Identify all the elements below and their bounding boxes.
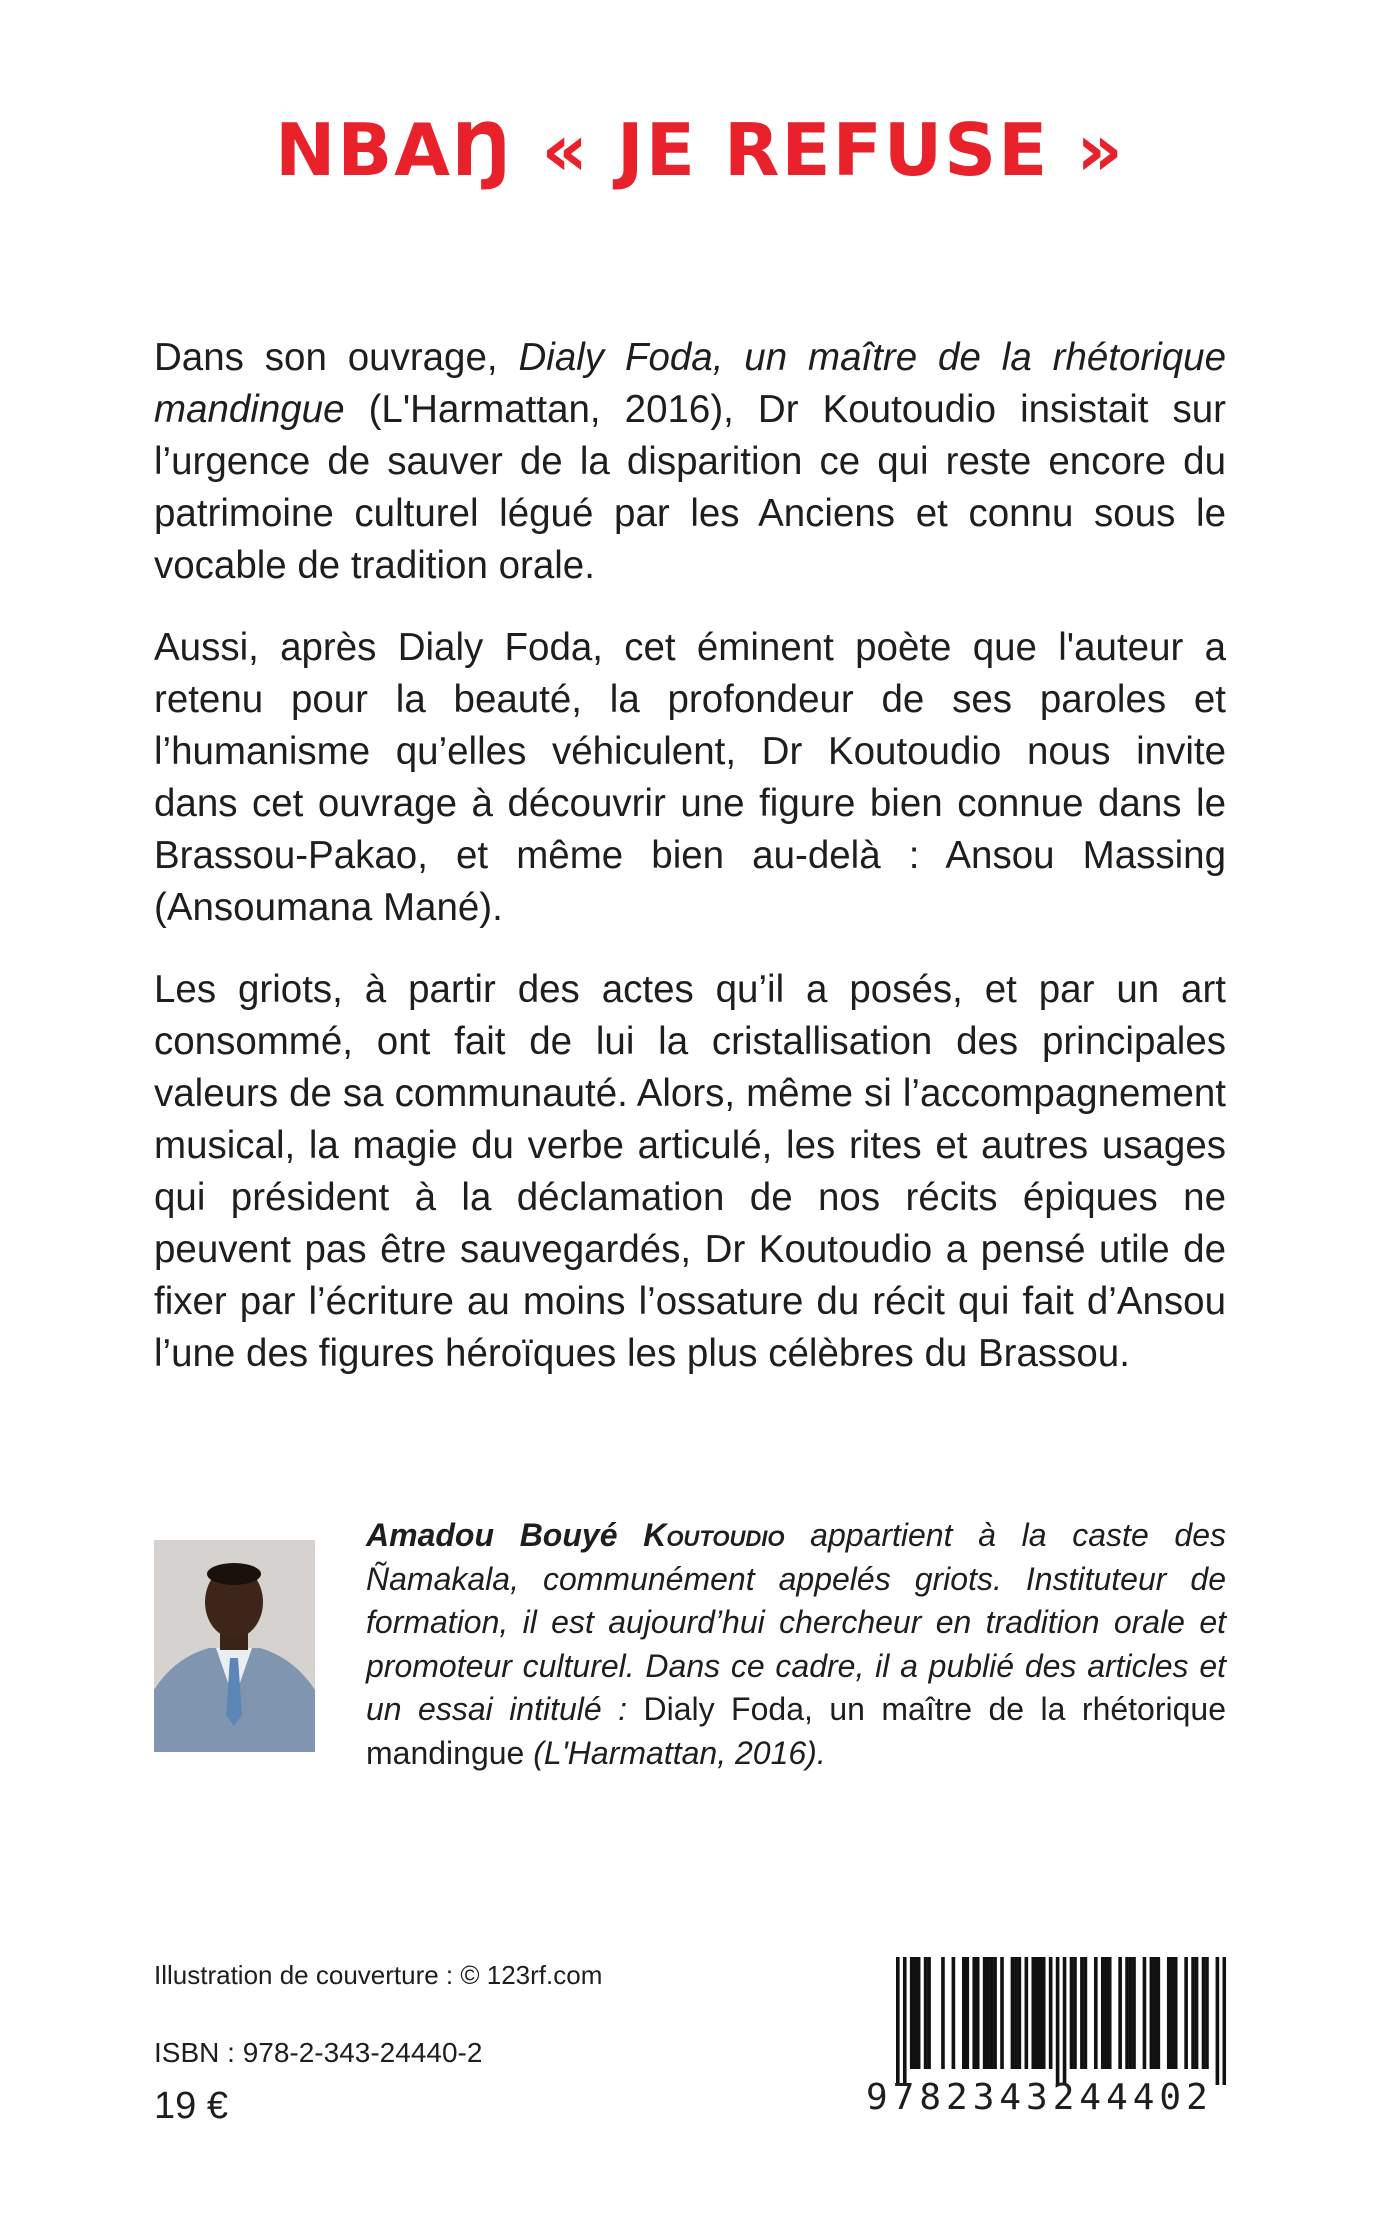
cover-credit: Illustration de couverture : © 123rf.com <box>154 1960 603 1990</box>
barcode-bar <box>1143 1957 1147 2069</box>
barcode-bar <box>1104 1957 1108 2069</box>
barcode-bar <box>1080 1957 1084 2069</box>
barcode-bar <box>1049 1957 1053 2069</box>
barcode-bar <box>1170 1957 1174 2069</box>
barcode <box>866 1957 1226 2117</box>
author-bio <box>366 1514 1226 1775</box>
author-bio-text-2: (L'Harmattan, 2016). <box>524 1734 826 1771</box>
paragraph-1-after: (L'Harmattan, 2016), Dr Koutoudio insistait sur l’urgence de sauver de la disparition ce qui reste encore du patrimoine culturel légué par les Anciens et connu sous le vocable de tradition orale. <box>154 388 1226 587</box>
barcode-bar <box>1195 1957 1199 2069</box>
paragraph-1-before: Dans son ouvrage, <box>154 336 519 379</box>
barcode-bar <box>1056 1957 1060 2085</box>
barcode-bar <box>927 1957 931 2069</box>
book-title: NBAŊ « JE REFUSE » <box>275 108 1125 192</box>
author-portrait-image <box>154 1540 315 1752</box>
barcode-bar <box>1184 1957 1188 2069</box>
paragraph-1-book-reference: Dialy Foda, un maître de la rhétorique mandingue <box>154 336 1226 431</box>
barcode-bar <box>896 1957 900 2085</box>
isbn: ISBN : 978-2-343-24440-2 <box>154 2037 483 2068</box>
barcode-bar <box>1132 1957 1136 2069</box>
barcode-bar <box>1084 1957 1088 2069</box>
barcode-bar <box>1205 1957 1209 2069</box>
barcode-bar <box>1018 1957 1022 2069</box>
author-book-title: Dialy Foda, un maître de la rhétorique mandingue <box>366 1691 1227 1771</box>
barcode-bar <box>993 1957 997 2069</box>
barcode-bar <box>1025 1957 1029 2069</box>
barcode-bar <box>1042 1957 1046 2069</box>
barcode-bar <box>1011 1957 1015 2069</box>
barcode-bar <box>1223 1957 1226 2085</box>
paragraph-3: Les griots, à partir des actes qu’il a posés, et par un art consommé, ont fait de lui la cristallisation des principales valeurs de sa communauté. Alors, même si l’accompagnement musical, la magie du verbe articulé, les rites et autres usages qui président à la déclamation de nos récits épiques ne peuvent pas être sauvegardés, Dr Koutoudio a pensé utile de fixer par l’écriture au moins l’ossature du récit qui fait d’Ansou l’une des figures héroïques les plus célèbres du Brassou. <box>154 968 1226 1375</box>
barcode-bar <box>910 1957 914 2069</box>
barcode-bar <box>962 1957 966 2069</box>
barcode-bar <box>1216 1957 1220 2085</box>
author-surname: Koutoudio <box>643 1517 785 1553</box>
barcode-bar <box>917 1957 921 2069</box>
barcode-bar <box>1157 1957 1161 2069</box>
paragraph-1 <box>154 332 1226 592</box>
barcode-bar <box>1014 1957 1018 2069</box>
barcode-bar <box>903 1957 907 2085</box>
barcode-bar <box>1129 1957 1133 2069</box>
barcode-bar <box>1174 1957 1178 2069</box>
barcode-bar <box>1108 1957 1112 2069</box>
barcode-bar <box>1118 1957 1122 2069</box>
author-first-names: Amadou Bouyé <box>366 1517 618 1553</box>
back-cover-text <box>154 332 1226 1410</box>
barcode-bar <box>952 1957 956 2069</box>
barcode-bar <box>1150 1957 1154 2069</box>
barcode-bar <box>1073 1957 1077 2069</box>
barcode-bar <box>1094 1957 1098 2069</box>
barcode-bar <box>983 1957 987 2069</box>
barcode-bar <box>1038 1957 1042 2069</box>
barcode-bar <box>1153 1957 1157 2069</box>
barcode-bar <box>1191 1957 1195 2069</box>
price: 19 € <box>154 2085 228 2127</box>
barcode-bar <box>1063 1957 1067 2085</box>
barcode-bar <box>1000 1957 1004 2069</box>
paragraph-2: Aussi, après Dialy Foda, cet éminent poète que l'auteur a retenu pour la beauté, la profondeur de ses paroles et l’humanisme qu’elles véhiculent, Dr Koutoudio nous invite dans cet ouvrage à découvrir une figure bien connue dans le Brassou-Pakao, et même bien au-delà : Ansou Massing (Ansoumana Mané). <box>154 626 1226 929</box>
barcode-bar <box>1125 1957 1129 2069</box>
barcode-bar <box>1101 1957 1105 2069</box>
barcode-number: 9782343244402 <box>866 2077 1213 2118</box>
author-photo <box>154 1540 315 1752</box>
barcode-bar <box>924 1957 928 2069</box>
barcode-bar <box>965 1957 969 2069</box>
barcode-bars <box>896 1957 1226 2085</box>
author-bio-text-1: appartient à la caste des Ñamakala, communément appelés griots. Instituteur de formation, il est aujourd’hui chercheur en tradition orale et promoteur culturel. Dans ce cadre, il a publié des articles et un essai intitulé : <box>366 1517 1227 1727</box>
barcode-bar <box>976 1957 980 2069</box>
barcode-bar <box>986 1957 990 2069</box>
barcode-bar <box>913 1957 917 2069</box>
barcode-bar <box>941 1957 945 2069</box>
barcode-bar <box>1070 1957 1074 2069</box>
barcode-bar <box>1031 1957 1035 2069</box>
barcode-bar <box>1035 1957 1039 2069</box>
barcode-bar <box>972 1957 976 2069</box>
barcode-bar <box>1202 1957 1206 2069</box>
barcode-bar <box>1167 1957 1171 2069</box>
barcode-bar <box>990 1957 994 2069</box>
